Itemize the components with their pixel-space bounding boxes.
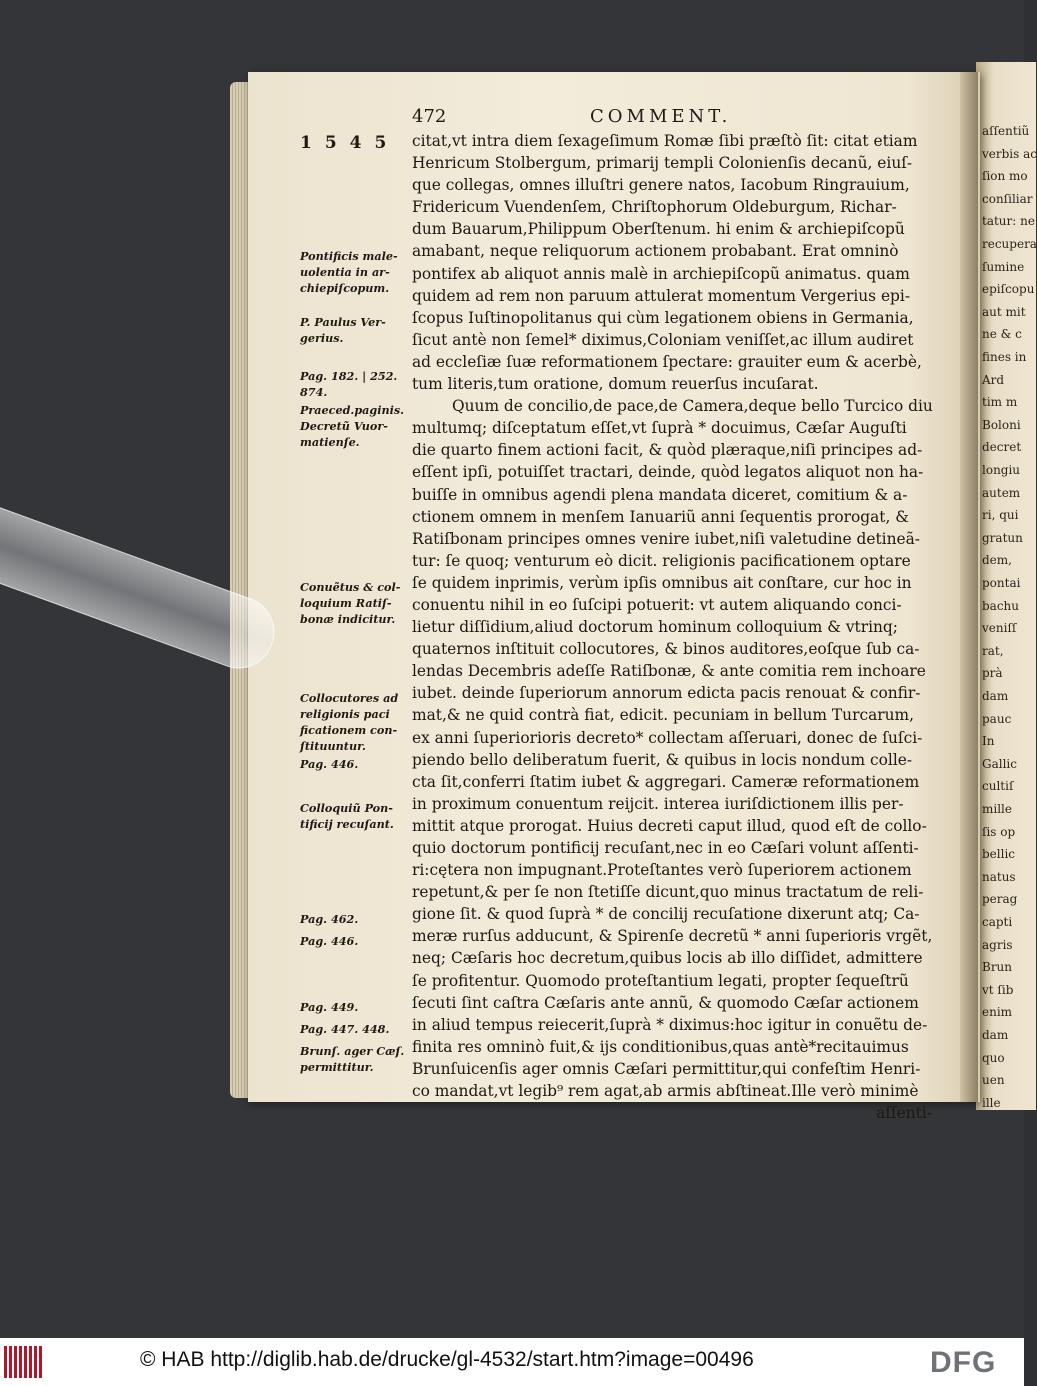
facing-page-fragment: cultiſ	[982, 779, 1014, 794]
text-line: ctionem omnem in menſem Ianuariũ anni ſequentis prorogat, &	[412, 507, 909, 526]
text-line: iubet. deinde ſuperiorum annorum edicta pacis renouat & confir-	[412, 684, 921, 703]
main-text	[412, 130, 932, 1124]
marginal-note-line: gerius.	[300, 330, 344, 345]
marginal-note	[300, 933, 406, 949]
text-line: pontifex ab aliquot annis malè in archiepiſcopũ animatus. quam	[412, 264, 910, 283]
facing-page-fragment: dem,	[982, 553, 1012, 568]
text-line: tum literis,tum oratione, domum reuerſus incuſarat.	[412, 375, 819, 394]
facing-page-fragment: dam	[982, 1028, 1009, 1042]
facing-page-fragment: prà	[982, 666, 1003, 681]
text-line: Ratiſbonam principes omnes venire iubet,niſi valetudine detineã-	[412, 529, 920, 548]
facing-page-fragment: ne & c	[982, 327, 1022, 342]
logo-stripe	[9, 1346, 12, 1378]
marginal-note	[300, 368, 406, 400]
logo-stripe	[14, 1346, 17, 1378]
facing-page-fragment: mille	[982, 802, 1012, 816]
marginal-note	[300, 1021, 406, 1037]
facing-page-fragment: conſiliar	[982, 191, 1033, 206]
text-line: Brunſuicenſis ager omnis Cæſari permittitur,qui confeſtim Henri-	[412, 1059, 921, 1078]
facing-page-fragment: quo	[982, 1050, 1005, 1065]
facing-page-fragment: Boloni	[982, 417, 1021, 432]
text-line: tur: ſe quoq; venturum eò dicit. religionis pacificationem optare	[412, 551, 911, 570]
text-line: in proximum conuentum reijcit. interea iuriſdictionem illis per-	[412, 794, 904, 813]
text-line: mittit atque prorogat. Huius decreti caput illud, quod eſt de collo-	[412, 816, 927, 835]
hab-logo-icon	[4, 1346, 48, 1378]
text-line: amabant, neque reliquorum actionem probabant. Erat omninò	[412, 242, 899, 261]
marginal-note-line: Pag. 182. | 252.	[300, 369, 398, 383]
marginal-note-line: ſtituuntur.	[300, 738, 366, 753]
facing-page-fragment: ri, qui	[982, 508, 1019, 523]
dfg-logo: DFG	[930, 1346, 997, 1379]
facing-page-fragment: epiſcopu	[982, 282, 1035, 297]
facing-page-fragment: tim m	[982, 395, 1018, 410]
facing-page	[976, 62, 1036, 1110]
marginal-note-line: Pag. 447. 448.	[300, 1022, 390, 1036]
facing-page-fragment: bellic	[982, 847, 1016, 862]
text-line: Fridericum Vuendenſem, Chriſtophorum Oldeburgum, Richar-	[412, 198, 897, 217]
marginal-note-line: tificij recuſant.	[300, 817, 394, 831]
footer-url[interactable]: © HAB http://diglib.hab.de/drucke/gl-4532/start.htm?image=00496	[140, 1348, 754, 1371]
text-line: ſe quidem inprimis, verùm ipſis omnibus ait conſtare, cur hoc in	[412, 573, 912, 592]
marginal-note-line: uolentia in ar-	[300, 264, 390, 279]
marginal-note-line: Pontificis male-	[300, 248, 398, 263]
facing-page-fragment: tatur: ne	[982, 214, 1035, 229]
marginal-note	[300, 248, 406, 296]
marginal-note	[300, 999, 406, 1015]
text-line: ſicut antè non ſemel* diximus,Coloniam veniſſet,ac illum audiret	[412, 330, 914, 349]
marginal-note-line: chiepiſcopum.	[300, 280, 390, 295]
facing-page-fragment: Brun	[982, 960, 1013, 975]
text-line: Quum de concilio,de pace,de Camera,deque bello Turcico diu	[452, 397, 933, 416]
logo-stripe	[19, 1346, 22, 1378]
facing-page-fragment: uen	[982, 1073, 1005, 1088]
text-line: eſſent ipſi, potuiſſet tractari, deinde, quòd legatos aliquot non ha-	[412, 463, 924, 482]
facing-page-fragment: ille	[982, 1095, 1001, 1110]
text-line: repetunt,& per ſe non ſtetiſſe dicunt,quo minus tractatum de reli-	[412, 883, 924, 902]
text-line: lendas Decembris adeſſe Ratiſbonæ, & ante comitia rem inchoare	[412, 662, 926, 681]
marginal-note	[300, 402, 406, 450]
facing-page-fragment: aſſentiũ	[982, 124, 1030, 138]
text-line: ri:cętera non impugnant.Proteſtantes verò ſuperiorem actionem	[412, 861, 912, 880]
text-line: ſe profitentur. Quomodo proteſtantium legati, propter ſequeſtrũ	[412, 971, 909, 990]
text-line: ſecuti ſint caſtra Cæſaris ante annũ, & quomodo Cæſar actionem	[412, 993, 919, 1012]
text-line: dum Bauarum,Philippum Oberſtenum. hi enim & archiepiſcopũ	[412, 220, 905, 239]
text-line: piendo bello deliberatum fuerit, & quibus in locis nondum colle-	[412, 750, 913, 769]
marginal-note	[300, 690, 406, 754]
marginal-note	[300, 911, 406, 927]
marginal-note-line: Pag. 449.	[300, 999, 359, 1014]
book-gutter	[960, 72, 978, 1102]
facing-page-fragment: pontai	[982, 576, 1021, 590]
text-line: neq; Cæſaris hoc decretum,quibus locis ab illo diſſidet, admittere	[412, 949, 923, 968]
marginal-note-line: Brunſ. ager Cæſ.	[300, 1044, 405, 1059]
text-line: Henricum Stolbergum, primarij templi Colonienſis decanũ, eiuſ-	[412, 154, 913, 173]
text-line: co mandat,vt legib⁹ rem agat,ab armis abſtineat.Ille verò minimè	[412, 1082, 919, 1101]
facing-page-fragment: capti	[982, 915, 1013, 929]
facing-page-fragment: veniſſ	[982, 621, 1017, 636]
logo-stripe	[29, 1346, 32, 1378]
facing-page-fragment: rat,	[982, 643, 1004, 658]
marginal-note-line: ficationem con-	[300, 722, 398, 737]
text-line: ad eccleſiæ ſuæ reformationem ſpectare: grauiter eum & acerbè,	[412, 352, 922, 371]
facing-page-fragment: dam	[982, 689, 1009, 703]
facing-page-fragment: aut mit	[982, 304, 1026, 319]
marginal-note-line: religionis paci	[300, 706, 390, 721]
marginal-note-line: Decretũ Vuor-	[300, 419, 388, 434]
marginal-note-line: 874.	[300, 385, 328, 399]
marginal-note	[300, 314, 406, 346]
text-line: gione ſit. & quod ſuprà * de concilij recuſatione dixerunt atq; Ca-	[412, 905, 920, 924]
marginal-note-line: Collocutores ad	[300, 690, 399, 705]
facing-page-fragment: decret	[982, 440, 1022, 455]
marginal-note	[300, 1043, 406, 1075]
marginal-note	[300, 800, 406, 832]
marginal-note-line: Pag. 446.	[300, 933, 359, 948]
text-line: aſſenti-	[876, 1104, 932, 1123]
facing-page-fragment: natus	[982, 869, 1016, 884]
text-line: multumq; diſceptatum eſſet,vt ſuprà * docuimus, Cæſar Auguſti	[412, 419, 907, 438]
facing-page-fragment: bachu	[982, 598, 1020, 613]
marginal-note-line: matienſe.	[300, 435, 360, 450]
facing-page-fragment: enim	[982, 1005, 1013, 1020]
facing-page-fragment: vt ſib	[982, 982, 1014, 997]
marginal-note-line: loquium Ratiſ-	[300, 596, 392, 610]
marginal-note-line: permittitur.	[300, 1060, 374, 1075]
page-number: 472	[412, 106, 447, 127]
facing-page-fragment: fines in	[982, 350, 1027, 364]
facing-page-fragment: pauc	[982, 711, 1012, 726]
text-line: quaternos inſtituit collocutores, & binos auditores,eoſque ſub ca-	[412, 640, 920, 659]
text-line: conuentu nihil in eo ſuſcipi potuerit: vt autem aliquando conci-	[412, 595, 902, 614]
marginal-note	[300, 756, 406, 772]
running-head: COMMENT.	[590, 106, 732, 127]
marginal-note-line: Pag. 462.	[300, 911, 359, 926]
footer-bar	[0, 1338, 1024, 1386]
text-line: que collegas, omnes illuſtri genere natos, Iacobum Ringrauium,	[412, 176, 910, 195]
marginal-note-line: Colloquiũ Pon-	[300, 801, 393, 815]
text-line: ſcopus Iuſtinopolitanus qui cùm legationem obiens in Germania,	[412, 308, 914, 327]
text-line: finita res omninò fuit,& ijs conditionibus,quas antè*recitauimus	[412, 1037, 909, 1056]
facing-page-fragment: autem	[982, 485, 1021, 500]
facing-page-fragment: perag	[982, 892, 1018, 907]
text-line: meræ rurſus adducunt, & Spirenſe decretũ * anni ſuperioris vrgẽt,	[412, 927, 933, 946]
facing-page-fragment: Ard	[982, 372, 1005, 387]
facing-page-fragment: ſis op	[982, 824, 1016, 839]
text-line: quio doctorum pontificij recuſant,nec in eo Cæſari volunt aſſenti-	[412, 839, 919, 857]
text-line: cta ſit,conferri ſtatim iubet & aggregari. Cameræ reformationem	[412, 772, 920, 791]
facing-page-fragment: recupera	[982, 237, 1037, 251]
text-line: buiſſe in omnibus agendi plena mandata diceret, comitium & a-	[412, 485, 908, 504]
text-line: ex anni ſuperiorioris decreto* collectam aſſeruari, donec de ſuſci-	[412, 728, 923, 747]
marginal-note-line: P. Paulus Ver-	[300, 314, 386, 329]
facing-page-fragment: Gallic	[982, 756, 1017, 771]
logo-stripe	[24, 1346, 27, 1378]
text-line: lietur diſſidium,aliud doctorum hominum colloquium & vtrinq;	[412, 618, 898, 637]
logo-stripe	[4, 1346, 7, 1378]
marginal-note-line: Conuẽtus & col-	[300, 580, 401, 594]
text-line: citat,vt intra diem ſexageſimum Romæ ſibi præſtò ſit: citat etiam	[412, 132, 918, 150]
logo-stripe	[39, 1346, 42, 1378]
marginal-note	[300, 579, 406, 627]
text-line: die quarto finem actioni facit, & quòd plæraque,niſi principes ad-	[412, 441, 923, 460]
facing-page-fragment: In	[982, 734, 995, 749]
facing-page-fragment: gratun	[982, 530, 1023, 545]
facing-page-fragment: ſion mo	[982, 169, 1028, 184]
text-line: in aliud tempus reiecerit,ſuprà * diximus:hoc igitur in conuẽtu de-	[412, 1015, 928, 1034]
year-marker: 1545	[300, 133, 400, 153]
marginal-note-line: Pag. 446.	[300, 756, 359, 771]
facing-page-fragment: agris	[982, 937, 1013, 952]
logo-stripe	[34, 1346, 37, 1378]
text-line: mat,& ne quid contrà fiat, edicit. pecuniam in bellum Turcarum,	[412, 706, 914, 725]
marginal-note-line: Praeced.paginis.	[300, 403, 405, 418]
facing-page-fragment: verbis ac	[982, 146, 1037, 161]
facing-page-fragment: longiu	[982, 463, 1021, 477]
text-line: quidem ad rem non paruum attulerat momentum Vergerius epi-	[412, 286, 911, 305]
marginal-note-line: bonæ indicitur.	[300, 612, 396, 626]
facing-page-fragment: ſumine	[982, 259, 1025, 274]
